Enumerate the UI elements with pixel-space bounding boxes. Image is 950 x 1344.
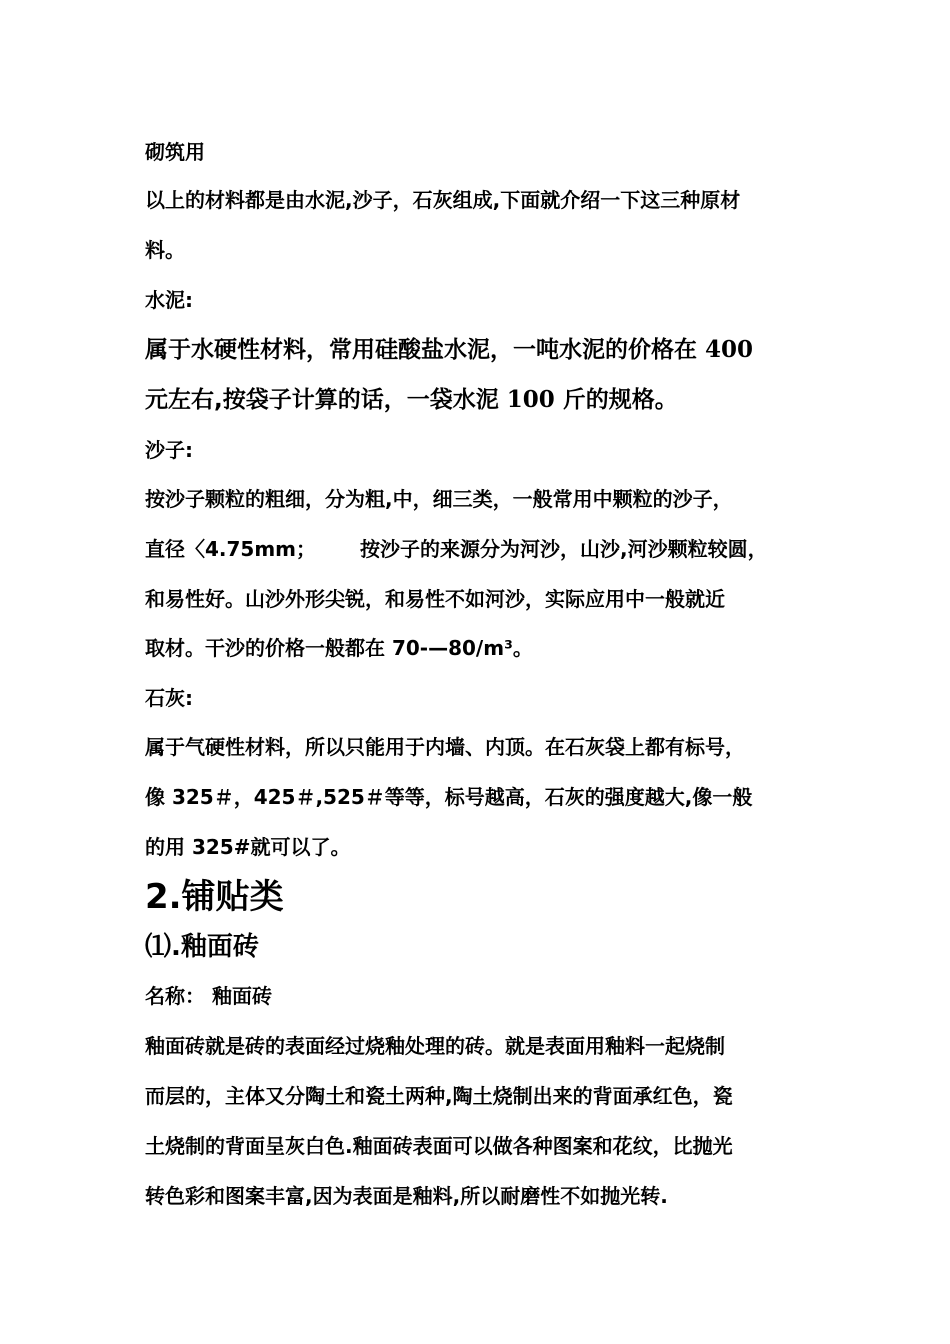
body-line: 的用 325#就可以了。 [145, 835, 351, 859]
number-run: 400 [705, 336, 754, 363]
body-line [145, 539, 768, 559]
body-line: 而层的，主体又分陶土和瓷土两种,陶土烧制出来的背面承红色，瓷 [145, 1084, 733, 1108]
text-run: 按沙子的来源分为河沙，山沙,河沙颗粒较圆， [360, 537, 768, 561]
subsection-heading: ⑴.釉面砖 [145, 932, 259, 962]
text-run: 元左右,按袋子计算的话，一袋水泥 [145, 387, 507, 413]
text-run: 斤的规格。 [554, 387, 678, 413]
body-line: 以上的材料都是由水泥,沙子，石灰组成,下面就介绍一下这三种原材 [145, 188, 741, 212]
body-line: 像 325＃，425＃,525＃等等，标号越高，石灰的强度越大,像一般 [145, 785, 753, 809]
body-line: 土烧制的背面呈灰白色.釉面砖表面可以做各种图案和花纹，比抛光 [145, 1134, 733, 1158]
body-line-large [145, 388, 678, 412]
subheading-cement: 水泥: [145, 288, 193, 312]
body-line: 料。 [145, 238, 185, 262]
text-run: 属于水硬性材料，常用硅酸盐水泥，一吨水泥的价格在 [145, 337, 706, 363]
body-line: 和易性好。山沙外形尖锐，和易性不如河沙，实际应用中一般就近 [145, 587, 725, 611]
subheading-lime: 石灰: [145, 686, 193, 710]
body-line: 转色彩和图案丰富,因为表面是釉料,所以耐磨性不如抛光转. [145, 1184, 668, 1208]
body-line-large [145, 338, 753, 362]
subheading-masonry: 砌筑用 [145, 140, 205, 164]
body-line: 取材。干沙的价格一般都在 70-—80/m³。 [145, 636, 533, 660]
section-heading: 2.铺贴类 [145, 877, 284, 917]
body-line: 名称： 釉面砖 [145, 984, 272, 1008]
body-line: 属于气硬性材料，所以只能用于内墙、内顶。在石灰袋上都有标号， [145, 735, 745, 759]
text-run: 直径〈4.75mm； [145, 537, 317, 561]
body-line: 按沙子颗粒的粗细，分为粗,中，细三类，一般常用中颗粒的沙子， [145, 487, 733, 511]
subheading-sand: 沙子: [145, 438, 193, 462]
body-line: 釉面砖就是砖的表面经过烧釉处理的砖。就是表面用釉料一起烧制 [145, 1034, 725, 1058]
number-run: 100 [506, 386, 555, 413]
